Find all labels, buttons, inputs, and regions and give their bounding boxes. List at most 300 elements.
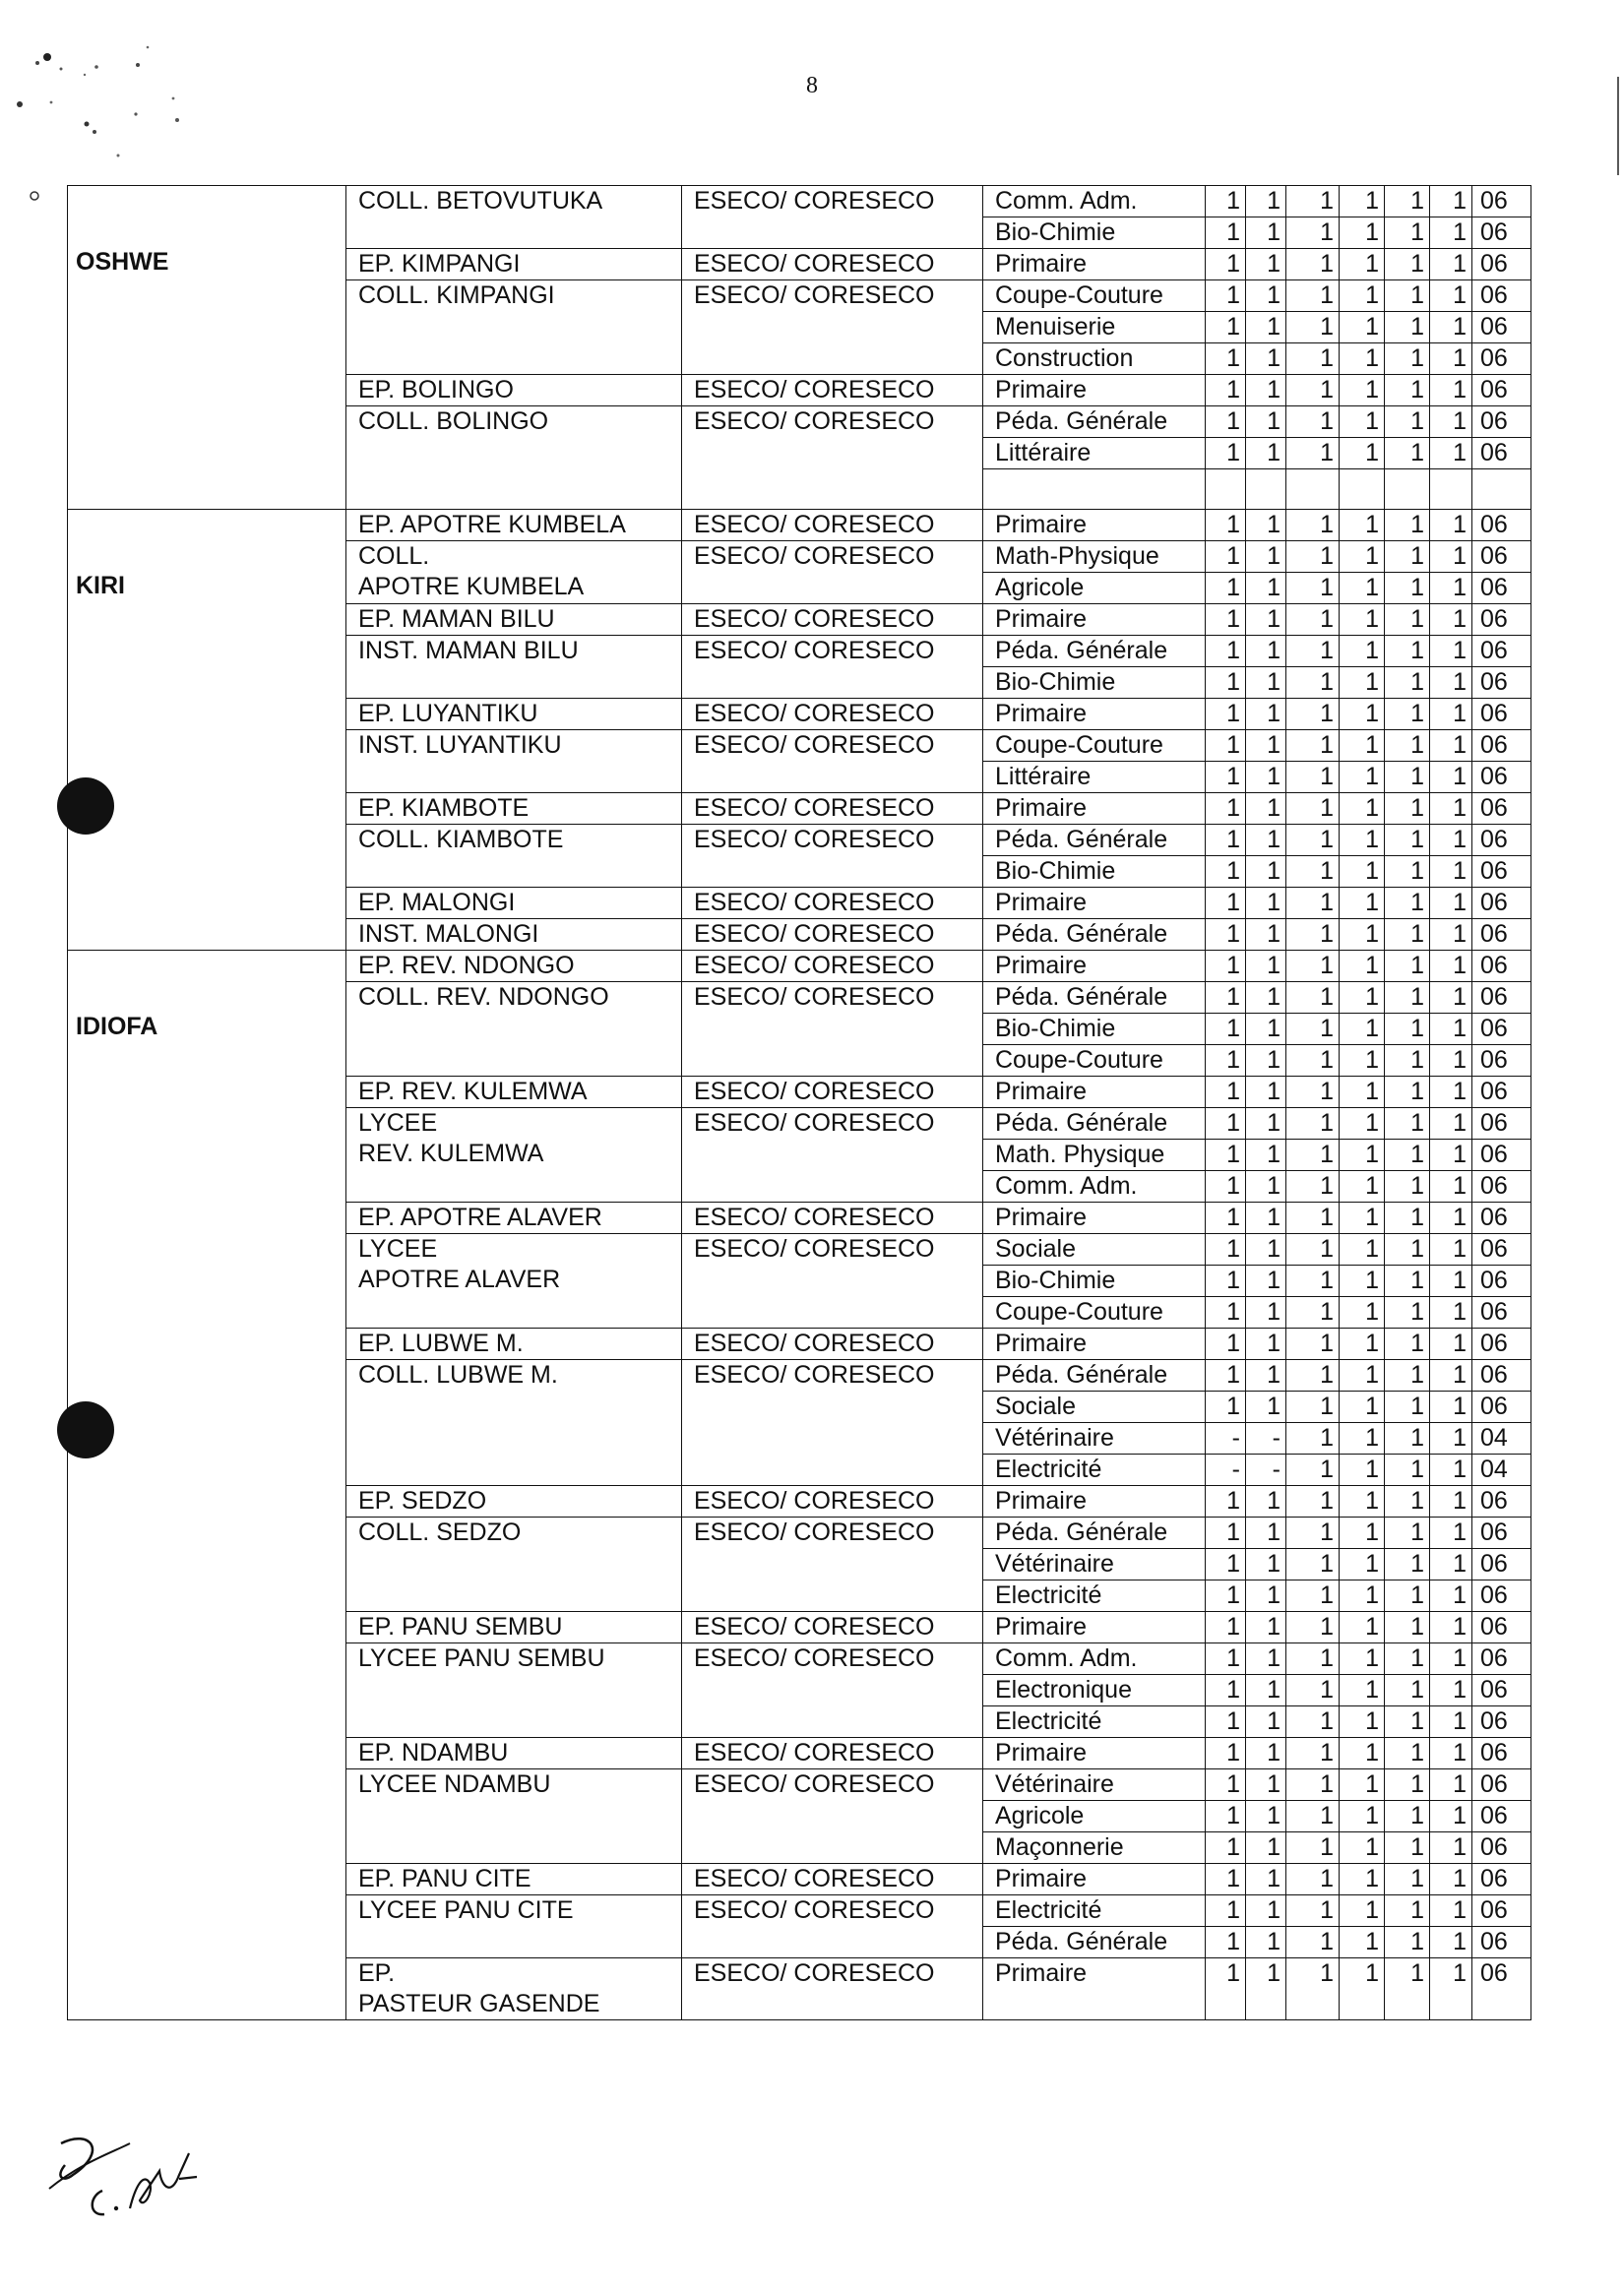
count-cell: 1 (1340, 667, 1385, 699)
school-name-line: INST. MAMAN BILU (358, 637, 579, 664)
count-cell: 1 (1286, 1958, 1340, 2020)
count-cell: 1 (1385, 1297, 1430, 1329)
school-name-cell (346, 1864, 682, 1895)
total-cell: 06 (1472, 825, 1531, 856)
option-cell: Péda. Générale (983, 1927, 1206, 1958)
count-cell: 1 (1430, 1108, 1472, 1140)
count-cell: 1 (1206, 438, 1246, 469)
count-cell: 1 (1385, 919, 1430, 951)
option-cell: Math. Physique (983, 1140, 1206, 1171)
count-cell: 1 (1246, 1580, 1286, 1612)
count-cell: 1 (1385, 1895, 1430, 1927)
option-cell: Electricité (983, 1455, 1206, 1486)
count-cell: 1 (1385, 825, 1430, 856)
count-cell: 1 (1286, 1895, 1340, 1927)
school-name-cell (346, 186, 682, 249)
count-cell: 1 (1385, 1108, 1430, 1140)
count-cell: 1 (1385, 1360, 1430, 1392)
school-name-line: LYCEE NDAMBU (358, 1770, 551, 1798)
option-cell: Comm. Adm. (983, 1171, 1206, 1203)
count-cell: 1 (1340, 888, 1385, 919)
total-cell: 06 (1472, 186, 1531, 217)
managing-body-cell: ESECO/ CORESECO (682, 1612, 983, 1643)
school-name-line: EP. LUYANTIKU (358, 700, 538, 727)
empty-cell (1206, 469, 1246, 510)
count-cell: 1 (1286, 1455, 1340, 1486)
option-cell: Math-Physique (983, 541, 1206, 573)
school-name-cell (346, 1769, 682, 1864)
managing-body-cell: ESECO/ CORESECO (682, 1486, 983, 1518)
managing-body-cell: ESECO/ CORESECO (682, 1329, 983, 1360)
count-cell: 1 (1206, 1580, 1246, 1612)
option-cell: Bio-Chimie (983, 856, 1206, 888)
option-cell: Primaire (983, 793, 1206, 825)
count-cell: 1 (1340, 1769, 1385, 1801)
count-cell: 1 (1430, 667, 1472, 699)
count-cell: 1 (1246, 541, 1286, 573)
count-cell: 1 (1246, 438, 1286, 469)
count-cell: 1 (1206, 280, 1246, 312)
count-cell: 1 (1385, 438, 1430, 469)
school-name-cell (346, 699, 682, 730)
managing-body-cell: ESECO/ CORESECO (682, 1077, 983, 1108)
table-row (68, 510, 1531, 541)
count-cell: 1 (1430, 1266, 1472, 1297)
count-cell: 1 (1246, 217, 1286, 249)
count-cell: 1 (1286, 793, 1340, 825)
count-cell: 1 (1246, 1014, 1286, 1045)
count-cell: 1 (1385, 280, 1430, 312)
total-cell: 06 (1472, 1580, 1531, 1612)
count-cell: 1 (1385, 699, 1430, 730)
count-cell: 1 (1246, 762, 1286, 793)
count-cell: 1 (1286, 1077, 1340, 1108)
option-cell: Coupe-Couture (983, 1045, 1206, 1077)
region-cell: KIRI (68, 510, 346, 951)
count-cell: 1 (1340, 982, 1385, 1014)
count-cell: 1 (1286, 343, 1340, 375)
count-cell: 1 (1246, 1769, 1286, 1801)
count-cell: 1 (1246, 1486, 1286, 1518)
count-cell: 1 (1430, 1738, 1472, 1769)
school-name-cell (346, 1612, 682, 1643)
count-cell: 1 (1385, 730, 1430, 762)
count-cell: 1 (1206, 1612, 1246, 1643)
school-name-line: LYCEE (358, 1109, 438, 1137)
scan-speckle-marks (0, 30, 197, 197)
count-cell: 1 (1246, 636, 1286, 667)
count-cell: 1 (1286, 604, 1340, 636)
managing-body-cell: ESECO/ CORESECO (682, 699, 983, 730)
option-cell: Bio-Chimie (983, 667, 1206, 699)
managing-body-cell: ESECO/ CORESECO (682, 1360, 983, 1486)
option-cell: Coupe-Couture (983, 730, 1206, 762)
count-cell: 1 (1206, 1266, 1246, 1297)
managing-body-cell: ESECO/ CORESECO (682, 1895, 983, 1958)
count-cell: - (1206, 1455, 1246, 1486)
count-cell: 1 (1385, 888, 1430, 919)
count-cell: 1 (1246, 1203, 1286, 1234)
count-cell: 1 (1385, 1486, 1430, 1518)
count-cell: 1 (1385, 1738, 1430, 1769)
managing-body-cell: ESECO/ CORESECO (682, 825, 983, 888)
count-cell: 1 (1385, 249, 1430, 280)
count-cell: 1 (1340, 1801, 1385, 1832)
count-cell: 1 (1340, 1203, 1385, 1234)
total-cell: 06 (1472, 1738, 1531, 1769)
option-cell: Péda. Générale (983, 636, 1206, 667)
count-cell: 1 (1340, 1297, 1385, 1329)
count-cell: 1 (1340, 280, 1385, 312)
count-cell: 1 (1385, 1769, 1430, 1801)
total-cell: 06 (1472, 888, 1531, 919)
school-name-cell (346, 1234, 682, 1329)
count-cell: 1 (1340, 375, 1385, 406)
total-cell: 04 (1472, 1423, 1531, 1455)
count-cell: 1 (1430, 1958, 1472, 2020)
count-cell: 1 (1206, 982, 1246, 1014)
count-cell: 1 (1340, 406, 1385, 438)
count-cell: 1 (1430, 1832, 1472, 1864)
option-cell: Primaire (983, 1077, 1206, 1108)
count-cell: 1 (1286, 1580, 1340, 1612)
count-cell: 1 (1385, 856, 1430, 888)
count-cell: 1 (1286, 1927, 1340, 1958)
binder-hole (57, 777, 114, 835)
total-cell: 06 (1472, 280, 1531, 312)
count-cell: 1 (1340, 186, 1385, 217)
count-cell: 1 (1286, 919, 1340, 951)
count-cell: 1 (1206, 951, 1246, 982)
count-cell: 1 (1286, 699, 1340, 730)
option-cell: Electricité (983, 1706, 1206, 1738)
total-cell: 06 (1472, 762, 1531, 793)
option-cell: Primaire (983, 604, 1206, 636)
count-cell: 1 (1385, 1014, 1430, 1045)
count-cell: 1 (1340, 1266, 1385, 1297)
count-cell: 1 (1430, 1486, 1472, 1518)
total-cell: 06 (1472, 1549, 1531, 1580)
count-cell: 1 (1206, 1077, 1246, 1108)
total-cell: 06 (1472, 1643, 1531, 1675)
option-cell: Primaire (983, 1486, 1206, 1518)
managing-body-cell: ESECO/ CORESECO (682, 888, 983, 919)
count-cell: 1 (1430, 343, 1472, 375)
total-cell: 06 (1472, 856, 1531, 888)
count-cell: 1 (1340, 1958, 1385, 2020)
total-cell: 06 (1472, 699, 1531, 730)
option-cell: Primaire (983, 1203, 1206, 1234)
count-cell: 1 (1430, 793, 1472, 825)
count-cell: 1 (1385, 793, 1430, 825)
count-cell: 1 (1430, 541, 1472, 573)
count-cell: 1 (1385, 1612, 1430, 1643)
count-cell: 1 (1385, 217, 1430, 249)
count-cell: 1 (1385, 573, 1430, 604)
count-cell: 1 (1385, 1706, 1430, 1738)
count-cell: 1 (1206, 1392, 1246, 1423)
total-cell: 06 (1472, 438, 1531, 469)
count-cell: 1 (1286, 982, 1340, 1014)
count-cell: 1 (1206, 1643, 1246, 1675)
count-cell: 1 (1340, 1738, 1385, 1769)
count-cell: 1 (1206, 1234, 1246, 1266)
school-name-line: LYCEE PANU CITE (358, 1896, 574, 1924)
count-cell: 1 (1385, 1234, 1430, 1266)
school-name-line: EP. BOLINGO (358, 376, 514, 403)
school-name-line: EP. MALONGI (358, 889, 516, 916)
school-name-cell (346, 1958, 682, 2020)
count-cell: 1 (1286, 825, 1340, 856)
count-cell: 1 (1206, 730, 1246, 762)
count-cell: 1 (1430, 762, 1472, 793)
total-cell: 06 (1472, 982, 1531, 1014)
total-cell: 06 (1472, 1045, 1531, 1077)
option-cell: Péda. Générale (983, 1518, 1206, 1549)
count-cell: 1 (1286, 1675, 1340, 1706)
total-cell: 06 (1472, 1203, 1531, 1234)
count-cell: 1 (1430, 406, 1472, 438)
count-cell: 1 (1385, 667, 1430, 699)
binder-hole (57, 1401, 114, 1458)
total-cell: 06 (1472, 919, 1531, 951)
option-cell: Comm. Adm. (983, 186, 1206, 217)
option-cell: Littéraire (983, 438, 1206, 469)
total-cell: 06 (1472, 1486, 1531, 1518)
count-cell: 1 (1340, 1486, 1385, 1518)
count-cell: 1 (1286, 1549, 1340, 1580)
managing-body-cell: ESECO/ CORESECO (682, 951, 983, 982)
count-cell: 1 (1206, 1895, 1246, 1927)
managing-body-cell: ESECO/ CORESECO (682, 541, 983, 604)
count-cell: 1 (1430, 604, 1472, 636)
total-cell: 06 (1472, 1675, 1531, 1706)
count-cell: 1 (1385, 1832, 1430, 1864)
count-cell: 1 (1206, 1108, 1246, 1140)
managing-body-cell: ESECO/ CORESECO (682, 919, 983, 951)
count-cell: 1 (1286, 856, 1340, 888)
count-cell: 1 (1385, 982, 1430, 1014)
count-cell: 1 (1340, 541, 1385, 573)
total-cell: 06 (1472, 1518, 1531, 1549)
count-cell: 1 (1206, 1297, 1246, 1329)
count-cell: 1 (1286, 1392, 1340, 1423)
count-cell: 1 (1246, 1643, 1286, 1675)
total-cell: 06 (1472, 217, 1531, 249)
count-cell: 1 (1385, 186, 1430, 217)
handwritten-signature-left (41, 2114, 238, 2222)
school-name-cell (346, 1329, 682, 1360)
count-cell: 1 (1286, 888, 1340, 919)
count-cell: 1 (1430, 217, 1472, 249)
total-cell: 06 (1472, 1077, 1531, 1108)
count-cell: 1 (1430, 1171, 1472, 1203)
count-cell: 1 (1385, 1801, 1430, 1832)
option-cell: Vétérinaire (983, 1769, 1206, 1801)
school-name-line: COLL. BOLINGO (358, 407, 549, 435)
count-cell: 1 (1430, 1329, 1472, 1360)
count-cell: 1 (1430, 1518, 1472, 1549)
count-cell: 1 (1286, 1423, 1340, 1455)
count-cell: 1 (1286, 1486, 1340, 1518)
total-cell: 06 (1472, 510, 1531, 541)
count-cell: 1 (1340, 1549, 1385, 1580)
empty-cell (1430, 469, 1472, 510)
count-cell: 1 (1385, 1675, 1430, 1706)
total-cell: 06 (1472, 1895, 1531, 1927)
count-cell: 1 (1340, 1423, 1385, 1455)
managing-body-cell: ESECO/ CORESECO (682, 1643, 983, 1738)
count-cell: 1 (1430, 375, 1472, 406)
count-cell: 1 (1286, 1203, 1340, 1234)
count-cell: 1 (1286, 510, 1340, 541)
school-name-line: COLL. BETOVUTUKA (358, 187, 603, 215)
option-cell: Péda. Générale (983, 825, 1206, 856)
count-cell: 1 (1340, 1895, 1385, 1927)
school-name-line: EP. KIAMBOTE (358, 794, 530, 822)
count-cell: 1 (1206, 217, 1246, 249)
count-cell: 1 (1286, 1864, 1340, 1895)
count-cell: 1 (1246, 343, 1286, 375)
count-cell: 1 (1246, 793, 1286, 825)
managing-body-cell: ESECO/ CORESECO (682, 186, 983, 249)
count-cell: 1 (1246, 699, 1286, 730)
count-cell: 1 (1385, 1455, 1430, 1486)
total-cell: 06 (1472, 1769, 1531, 1801)
count-cell: 1 (1206, 1045, 1246, 1077)
school-name-cell (346, 793, 682, 825)
count-cell: 1 (1430, 919, 1472, 951)
option-cell: Péda. Générale (983, 982, 1206, 1014)
count-cell: 1 (1246, 1832, 1286, 1864)
count-cell: 1 (1246, 280, 1286, 312)
school-name-line: LYCEE PANU SEMBU (358, 1644, 605, 1672)
count-cell: 1 (1385, 1140, 1430, 1171)
option-cell: Agricole (983, 573, 1206, 604)
count-cell: 1 (1340, 438, 1385, 469)
count-cell: 1 (1286, 217, 1340, 249)
count-cell: 1 (1340, 1455, 1385, 1486)
count-cell: 1 (1286, 1297, 1340, 1329)
count-cell: 1 (1206, 1203, 1246, 1234)
empty-cell (1340, 469, 1385, 510)
school-name-cell (346, 919, 682, 951)
count-cell: 1 (1206, 1360, 1246, 1392)
count-cell: 1 (1430, 1360, 1472, 1392)
count-cell: 1 (1430, 438, 1472, 469)
count-cell: 1 (1286, 1769, 1340, 1801)
count-cell: - (1206, 1423, 1246, 1455)
school-name-line: COLL. REV. NDONGO (358, 983, 609, 1011)
total-cell: 06 (1472, 1014, 1531, 1045)
school-name-cell (346, 1486, 682, 1518)
count-cell: 1 (1430, 1077, 1472, 1108)
count-cell: 1 (1430, 1895, 1472, 1927)
count-cell: 1 (1246, 1549, 1286, 1580)
count-cell: 1 (1286, 1738, 1340, 1769)
count-cell: 1 (1246, 1392, 1286, 1423)
count-cell: 1 (1246, 573, 1286, 604)
count-cell: 1 (1206, 186, 1246, 217)
count-cell: 1 (1430, 312, 1472, 343)
count-cell: 1 (1206, 1706, 1246, 1738)
count-cell: 1 (1286, 762, 1340, 793)
total-cell: 06 (1472, 406, 1531, 438)
count-cell: 1 (1206, 312, 1246, 343)
managing-body-cell: ESECO/ CORESECO (682, 730, 983, 793)
option-cell: Sociale (983, 1392, 1206, 1423)
count-cell: 1 (1246, 1706, 1286, 1738)
count-cell: 1 (1430, 951, 1472, 982)
count-cell: 1 (1206, 249, 1246, 280)
option-cell: Primaire (983, 510, 1206, 541)
count-cell: 1 (1286, 1706, 1340, 1738)
option-cell: Construction (983, 343, 1206, 375)
count-cell: 1 (1340, 1045, 1385, 1077)
count-cell: 1 (1246, 1266, 1286, 1297)
count-cell: 1 (1340, 730, 1385, 762)
school-name-line: EP. KIMPANGI (358, 250, 521, 278)
managing-body-cell: ESECO/ CORESECO (682, 1234, 983, 1329)
count-cell: 1 (1246, 312, 1286, 343)
option-cell: Primaire (983, 375, 1206, 406)
total-cell: 06 (1472, 1297, 1531, 1329)
count-cell: 1 (1340, 1580, 1385, 1612)
count-cell: 1 (1430, 1014, 1472, 1045)
count-cell: 1 (1340, 1392, 1385, 1423)
count-cell: 1 (1286, 406, 1340, 438)
count-cell: 1 (1340, 699, 1385, 730)
count-cell: 1 (1246, 888, 1286, 919)
count-cell: 1 (1206, 375, 1246, 406)
managing-body-cell: ESECO/ CORESECO (682, 1518, 983, 1612)
managing-body-cell: ESECO/ CORESECO (682, 982, 983, 1077)
option-cell: Electricité (983, 1895, 1206, 1927)
count-cell: 1 (1385, 1958, 1430, 2020)
option-cell: Primaire (983, 1864, 1206, 1895)
count-cell: 1 (1385, 406, 1430, 438)
count-cell: 1 (1246, 604, 1286, 636)
count-cell: 1 (1430, 1769, 1472, 1801)
count-cell: 1 (1206, 762, 1246, 793)
count-cell: - (1246, 1423, 1286, 1455)
count-cell: 1 (1206, 1769, 1246, 1801)
count-cell: 1 (1286, 1832, 1340, 1864)
count-cell: 1 (1385, 1077, 1430, 1108)
option-cell: Bio-Chimie (983, 1014, 1206, 1045)
school-name-line: EP. (358, 1959, 396, 1987)
count-cell: 1 (1286, 375, 1340, 406)
school-name-line: EP. SEDZO (358, 1487, 487, 1515)
count-cell: 1 (1246, 919, 1286, 951)
count-cell: 1 (1246, 510, 1286, 541)
table-row (68, 186, 1531, 217)
total-cell: 04 (1472, 1455, 1531, 1486)
empty-cell (1472, 469, 1531, 510)
count-cell: 1 (1246, 1234, 1286, 1266)
count-cell: 1 (1340, 1108, 1385, 1140)
managing-body-cell: ESECO/ CORESECO (682, 793, 983, 825)
count-cell: 1 (1430, 699, 1472, 730)
count-cell: 1 (1340, 510, 1385, 541)
count-cell: - (1246, 1455, 1286, 1486)
option-cell: Coupe-Couture (983, 1297, 1206, 1329)
count-cell: 1 (1340, 1832, 1385, 1864)
total-cell: 06 (1472, 667, 1531, 699)
option-cell: Primaire (983, 951, 1206, 982)
count-cell: 1 (1340, 1864, 1385, 1895)
count-cell: 1 (1385, 312, 1430, 343)
